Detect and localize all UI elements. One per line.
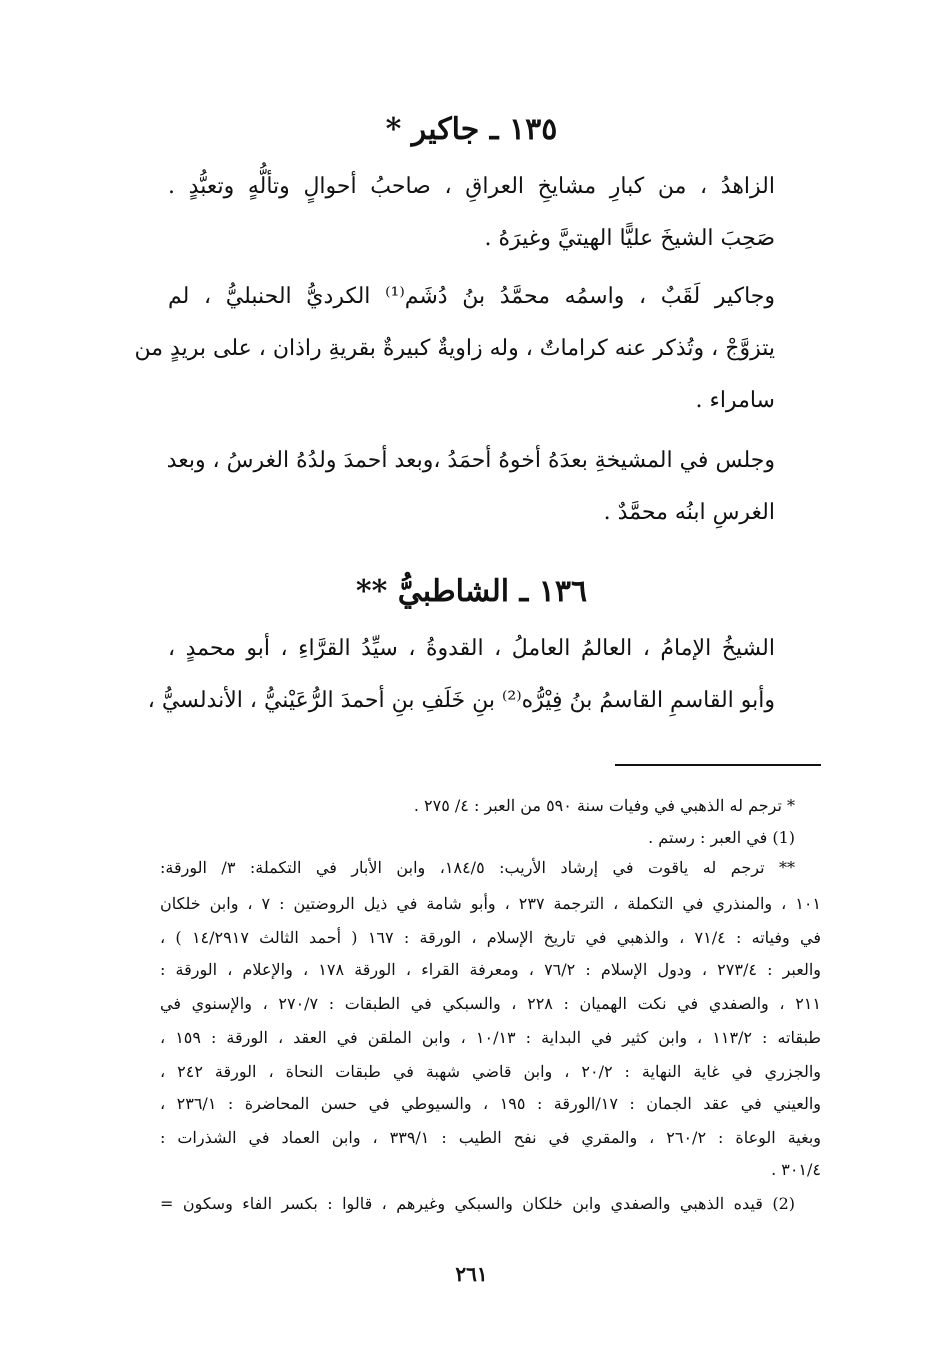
entry-135-line-3: وجاكير لَقَبٌ ، واسمُه محمَّدُ بنُ دُشَم⁽¹⁾ الكرديُّ الحنبليُّ ، لم bbox=[168, 284, 775, 309]
entry-135-title: ١٣٥ ـ جاكير * bbox=[385, 112, 558, 147]
footnote-entry-136-line-4: والعبر : ٢٧٣/٤ ، ودول الإسلام : ٧٦/٢ ، ومعرفة القراء ، الورقة ١٧٨ ، والإعلام ، الورقة : bbox=[160, 960, 822, 979]
entry-135-line-4: يتزوَّجْ ، وتُذكر عنه كراماتٌ ، وله زاويةٌ كبيرةٌ بقريةِ راذان ، على بريدٍ من bbox=[134, 336, 775, 361]
footnote-entry-136-line-8: والعيني في عقد الجمان : ١٧/الورقة : ١٩٥ ، والسيوطي في حسن المحاضرة : ٢٣٦/١ ، bbox=[160, 1094, 822, 1113]
footnote-entry-136-line-9: وبغية الوعاة : ٢٦٠/٢ ، والمقري في نفح الطيب : ٣٣٩/١ ، وابن العماد في الشذرات : bbox=[160, 1128, 821, 1147]
entry-136-title: ١٣٦ ـ الشاطبيُّ ** bbox=[355, 574, 588, 609]
footnote-1: (1) في العبر : رستم . bbox=[648, 828, 795, 847]
footnote-entry-136-line-5: ٢١١ ، والصفدي في نكت الهميان : ٢٢٨ ، والسبكي في الطبقات : ٢٧٠/٧ ، والإسنوي في bbox=[160, 994, 821, 1013]
footnote-entry-136-line-1: ** ترجم له ياقوت في إرشاد الأريب: ١٨٤/٥، وابن الأبار في التكملة: ٣/ الورقة: bbox=[160, 858, 796, 877]
entry-136-line-1: الشيخُ الإمامُ ، العالمُ العاملُ ، القدوةُ ، سيِّدُ القرَّاءِ ، أبو محمدٍ ، bbox=[168, 636, 775, 661]
footnote-separator bbox=[615, 764, 821, 766]
entry-135-line-1: الزاهدُ ، من كبارِ مشايخِ العراقِ ، صاحبُ أحوالٍ وتألُّهٍ وتعبُّدٍ . bbox=[168, 174, 775, 199]
footnote-entry-135: * ترجم له الذهبي في وفيات سنة ٥٩٠ من العبر : ٤/ ٢٧٥ . bbox=[413, 796, 795, 815]
entry-136-line-2: وأبو القاسمِ القاسمُ بنُ فِيْرُّه⁽²⁾ بنِ خَلَفِ بنِ أحمدَ الرُّعَيْنيُّ ، الأندلسيُّ ، bbox=[147, 688, 775, 713]
footnote-entry-136-line-3: في وفياته : ٧١/٤ ، والذهبي في تاريخ الإسلام ، الورقة : ١٦٧ ( أحمد الثالث ١٤/٢٩١٧ ) ، bbox=[160, 928, 822, 947]
footnote-entry-136-line-2: ١٠١ ، والمنذري في التكملة ، الترجمة ٢٣٧ ، وأبو شامة في ذيل الروضتين : ٧ ، وابن خلكان bbox=[160, 894, 821, 913]
entry-135-line-6: وجلس في المشيخةِ بعدَهُ أخوهُ أحمَدُ ،وبعد أحمدَ ولدُهُ الغرسُ ، وبعد bbox=[166, 448, 775, 473]
footnote-entry-136-line-10: ٣٠١/٤ . bbox=[771, 1160, 821, 1179]
footnote-entry-136-line-6: طبقاته : ١١٣/٢ ، وابن كثير في البداية : ١٠/١٣ ، وابن الملقن في العقد ، الورقة : ١٥٩ ، bbox=[160, 1028, 822, 1047]
page-number: ٢٦١ bbox=[455, 1262, 488, 1286]
entry-135-line-2: صَحِبَ الشيخَ عليًّا الهيتيَّ وغيرَهُ . bbox=[484, 226, 775, 251]
entry-135-line-7: الغرسِ ابنُه محمَّدٌ . bbox=[603, 500, 775, 525]
entry-135-line-5: سامراء . bbox=[695, 388, 775, 413]
footnote-entry-136-line-7: والجزري في غاية النهاية : ٢٠/٢ ، وابن قاضي شهبة في طبقات النحاة ، الورقة ٢٤٢ ، bbox=[160, 1062, 822, 1081]
footnote-2: (2) قيده الذهبي والصفدي وابن خلكان والسبكي وغيرهم ، قالوا : بكسر الفاء وسكون = bbox=[160, 1194, 795, 1213]
